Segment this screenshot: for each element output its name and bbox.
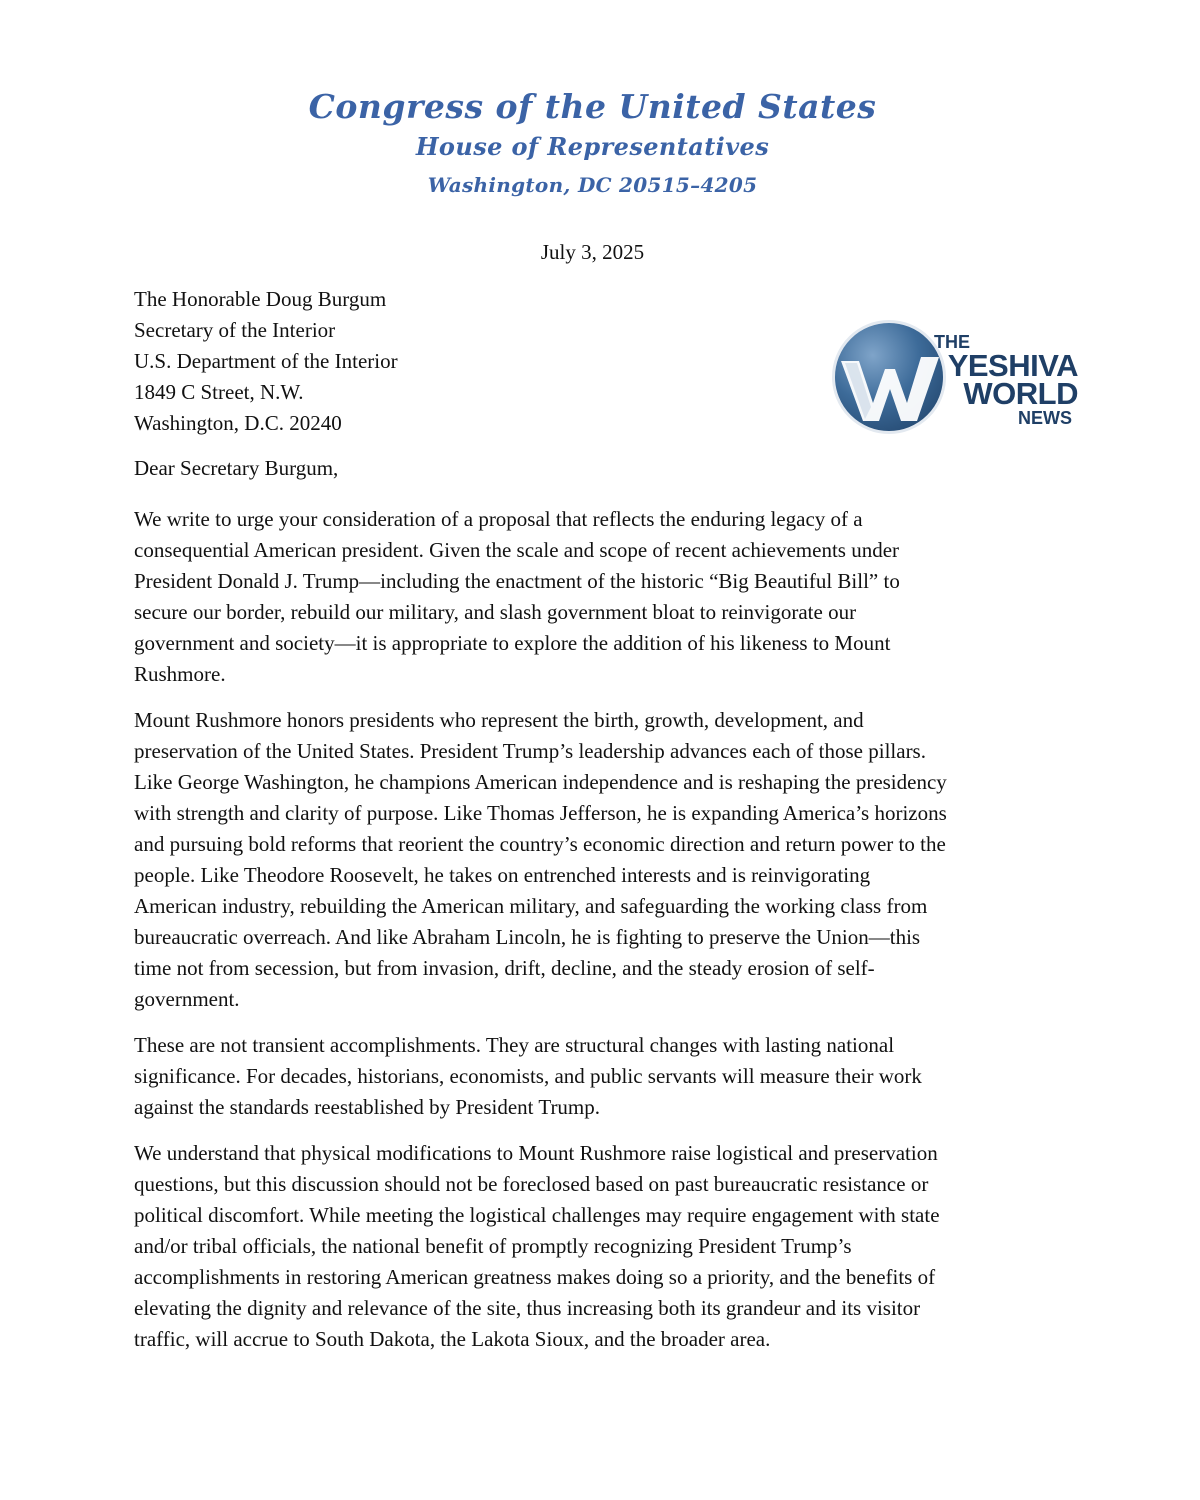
paragraph-line: consequential American president. Given the scale and scope of recent achievements under <box>134 538 900 562</box>
paragraph-line: time not from secession, but from invasion, drift, decline, and the steady erosion of self- <box>134 956 875 980</box>
paragraph-line: Like George Washington, he champions American independence and is reshaping the presidency <box>134 770 947 794</box>
letter-date: July 3, 2025 <box>540 240 645 264</box>
paragraph-line: traffic, will accrue to South Dakota, the Lakota Sioux, and the broader area. <box>134 1327 771 1351</box>
paragraph-line: and/or tribal officials, the national benefit of promptly recognizing President Trump’s <box>134 1234 852 1258</box>
paragraph-line: accomplishments in restoring American greatness makes doing so a priority, and the benefits of <box>134 1265 936 1289</box>
logo-text-yeshiva: YESHIVA <box>947 348 1078 383</box>
logo-text-the: THE <box>934 332 970 352</box>
paragraph-line: bureaucratic overreach. And like Abraham Lincoln, he is fighting to preserve the Union—this <box>134 925 921 949</box>
paragraph-line: Mount Rushmore honors presidents who represent the birth, growth, development, and <box>134 708 864 732</box>
body-paragraph <box>134 1030 1069 1123</box>
logo-text-news: NEWS <box>1018 408 1072 428</box>
letterhead <box>0 86 1185 204</box>
logo-w-emblem-icon <box>832 320 946 434</box>
paragraph-line: and pursuing bold reforms that reorient the country’s economic direction and return power to the <box>134 832 946 856</box>
paragraph-line: American industry, rebuilding the American military, and safeguarding the working class from <box>134 894 928 918</box>
paragraph-line: significance. For decades, historians, economists, and public servants will measure their work <box>134 1064 922 1088</box>
letter-body <box>134 504 1069 1370</box>
salutation: Dear Secretary Burgum, <box>134 456 339 480</box>
paragraph-line: political discomfort. While meeting the logistical challenges may require engagement with state <box>134 1203 940 1227</box>
recipient-address-block <box>134 284 398 439</box>
logo-text-world: WORLD <box>963 376 1078 411</box>
recipient-line: Washington, D.C. 20240 <box>134 411 342 435</box>
recipient-line: The Honorable Doug Burgum <box>134 287 387 311</box>
letterhead-address: Washington, DC 20515–4205 <box>427 173 758 197</box>
paragraph-line: Rushmore. <box>134 662 226 686</box>
paragraph-line: secure our border, rebuild our military, and slash government bloat to reinvigorate our <box>134 600 857 624</box>
paragraph-line: preservation of the United States. President Trump’s leadership advances each of those pillars. <box>134 739 926 763</box>
paragraph-line: elevating the dignity and relevance of the site, thus increasing both its grandeur and its visitor <box>134 1296 921 1320</box>
recipient-line: U.S. Department of the Interior <box>134 349 398 373</box>
paragraph-line: These are not transient accomplishments. They are structural changes with lasting national <box>134 1033 895 1057</box>
paragraph-line: questions, but this discussion should not be foreclosed based on past bureaucratic resistance or <box>134 1172 929 1196</box>
letterhead-congress: Congress of the United States <box>308 87 877 126</box>
body-paragraph <box>134 705 1069 1015</box>
paragraph-line: We write to urge your consideration of a proposal that reflects the enduring legacy of a <box>134 507 863 531</box>
letterhead-house: House of Representatives <box>415 132 770 161</box>
paragraph-line: people. Like Theodore Roosevelt, he takes on entrenched interests and is reinvigorating <box>134 863 871 887</box>
paragraph-line: President Donald J. Trump—including the enactment of the historic “Big Beautiful Bill” to <box>134 569 900 593</box>
paragraph-line: government and society—it is appropriate to explore the addition of his likeness to Mount <box>134 631 891 655</box>
body-paragraph <box>134 1138 1069 1355</box>
body-paragraph <box>134 504 1069 690</box>
yeshiva-world-news-logo <box>832 320 1082 438</box>
paragraph-line: government. <box>134 987 240 1011</box>
paragraph-line: against the standards reestablished by President Trump. <box>134 1095 601 1119</box>
recipient-line: Secretary of the Interior <box>134 318 336 342</box>
paragraph-line: with strength and clarity of purpose. Like Thomas Jefferson, he is expanding America’s horizons <box>134 801 947 825</box>
recipient-line: 1849 C Street, N.W. <box>134 380 304 404</box>
paragraph-line: We understand that physical modifications to Mount Rushmore raise logistical and preservation <box>134 1141 938 1165</box>
